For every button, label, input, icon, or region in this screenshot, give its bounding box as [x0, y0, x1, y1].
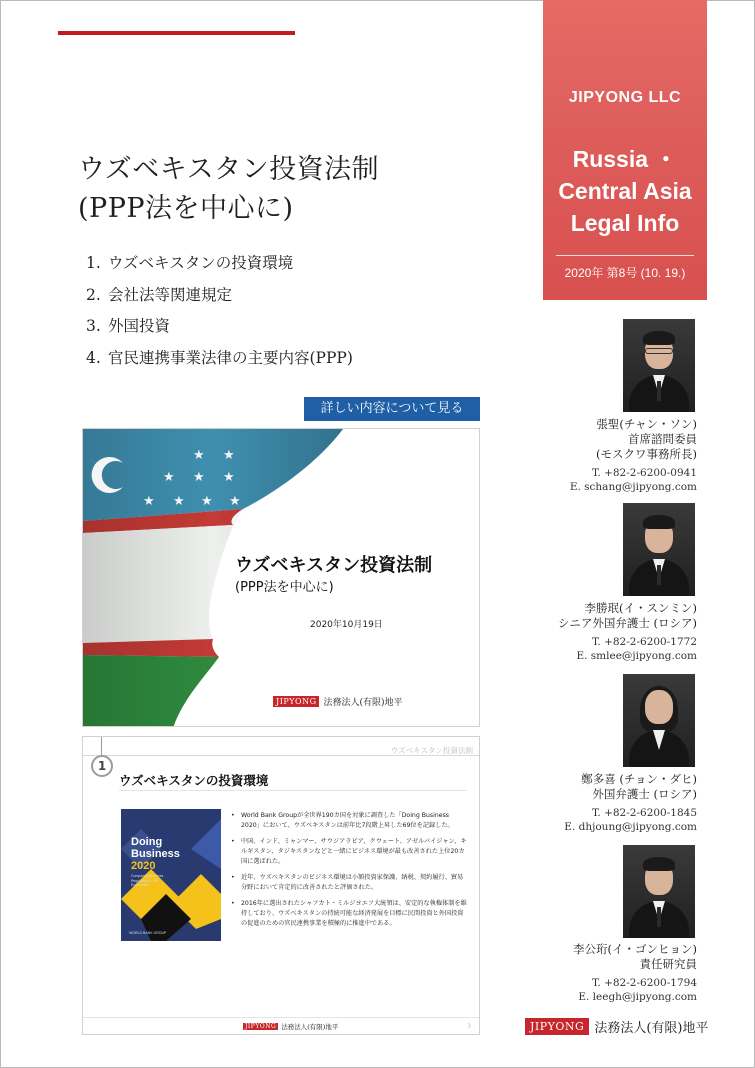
slide-page-number: 3: [467, 1023, 471, 1030]
portrait-hair: [643, 331, 675, 345]
svg-text:★: ★: [229, 494, 241, 509]
svg-text:★: ★: [173, 494, 185, 509]
banner-title-line: Russia ・: [572, 146, 678, 172]
contact-phone[interactable]: T. +82-2-6200-1845: [591, 807, 697, 819]
toc-item[interactable]: [86, 280, 353, 312]
contact-photo-lee: [623, 503, 695, 596]
book-subtitle: Comparing Business Regulation in 190 Economies: [131, 874, 164, 887]
slide-tag: ウズベキスタン投資法制: [390, 746, 473, 755]
doing-business-cover-image: [121, 809, 221, 941]
footer-logo: [525, 1017, 709, 1036]
newsletter-banner: [543, 0, 707, 300]
jipyong-logo-mark: JIPYONG: [245, 1023, 277, 1030]
book-title-line: Business: [131, 848, 180, 860]
portrait-hair: [643, 857, 675, 871]
title-line-2: (PPP法を中心に): [78, 193, 294, 224]
slide-bullet-list: [231, 811, 467, 935]
banner-title-line: Legal Info: [570, 210, 680, 236]
slide-investment-environment-thumbnail[interactable]: [82, 736, 480, 1035]
toc-label: 会社法等関連規定: [108, 285, 233, 304]
banner-divider: [556, 255, 694, 256]
slide-heading-divider: [119, 790, 467, 791]
contact-email[interactable]: E. smlee@jipyong.com: [576, 650, 697, 662]
toc-item[interactable]: [86, 311, 353, 343]
jipyong-logo-text: 法務法人(有限)地平: [594, 1021, 709, 1036]
contact-name: 李公珩(イ・ゴンヒョン): [573, 942, 697, 956]
contact-role: シニア外国弁護士 (ロシア): [557, 616, 697, 630]
table-of-contents: [86, 248, 353, 374]
portrait-hair: [643, 515, 675, 529]
book-year: 2020: [131, 860, 156, 872]
portrait-head: [645, 690, 673, 724]
contact-photo-leegh: [623, 845, 695, 938]
toc-label: 官民連携事業法律の主要内容(PPP): [108, 348, 353, 367]
portrait-tie: [657, 381, 661, 401]
slide-footer-logo: [243, 1022, 338, 1031]
document-title: [78, 150, 379, 228]
contact-name: 李勝珉(イ・スンミン): [584, 601, 697, 615]
contact-email[interactable]: E. leegh@jipyong.com: [578, 991, 697, 1003]
slide-vertical-line: [101, 737, 102, 755]
contact-role: (モスクワ事務所長): [596, 447, 697, 461]
banner-issue: 2020年 第8号 (10. 19.): [564, 266, 686, 280]
jipyong-logo-text: 法務法人(有限)地平: [281, 1023, 339, 1031]
svg-text:★: ★: [193, 448, 205, 463]
portrait-tie: [657, 565, 661, 585]
contact-name: 張聖(チャン・ソン): [596, 417, 697, 431]
toc-label: 外国投資: [108, 317, 171, 335]
contact-phone[interactable]: T. +82-2-6200-1772: [591, 636, 697, 648]
slide-date: 2020年10月19日: [310, 620, 383, 630]
book-publisher: WORLD BANK GROUP: [129, 931, 167, 935]
slide-cover-thumbnail[interactable]: [82, 428, 480, 727]
portrait-glasses: [645, 348, 673, 354]
toc-label: ウズベキスタンの投資環境: [108, 254, 294, 272]
slide-heading: ウズベキスタンの投資環境: [119, 773, 269, 788]
jipyong-logo-text: 法務法人(有限)地平: [323, 698, 403, 708]
banner-title: [543, 143, 707, 239]
svg-text:★: ★: [223, 448, 235, 463]
book-title-line: Doing: [131, 836, 163, 848]
bullet-item: • 近年、ウズベキスタンのビジネス環境は小額投資家保護、納税、契約履行、貿易分野において肯定的に改善されたと評価された。: [231, 873, 467, 893]
contact-role: 外国弁護士 (ロシア): [592, 787, 697, 801]
toc-item[interactable]: [86, 248, 353, 280]
book-title: [131, 836, 180, 872]
svg-text:★: ★: [201, 494, 213, 509]
svg-text:★: ★: [143, 494, 155, 509]
contact-card: [564, 772, 697, 834]
contact-photo-chang: [623, 319, 695, 412]
jipyong-logo-mark: JIPYONG: [273, 696, 319, 707]
title-line-1: ウズベキスタン投資法制: [78, 154, 380, 185]
svg-text:★: ★: [163, 470, 175, 485]
slide-title: ウズベキスタン投資法制: [235, 555, 433, 576]
slide-subtitle: (PPP法を中心に): [235, 580, 334, 595]
banner-title-line: Central Asia: [558, 178, 692, 204]
bullet-item: • World Bank Groupが全世界190カ国を対象に調査した「Doing Business 2020」において、ウズベキスタンは前年比7段階上昇した69位を記録した。: [231, 811, 467, 831]
toc-item[interactable]: [86, 343, 353, 375]
bullet-item: • 中国、インド、ミャンマー、サウジアラビア、クウェート、アゼルバイジャン、キルギスタン、タジキスタンなどと一緒にビジネス環境が最も改善された上位20カ国に選ばれた。: [231, 837, 467, 867]
contact-role: 責任研究員: [639, 957, 697, 971]
section-number-badge: 1: [91, 755, 113, 777]
jipyong-logo-mark: JIPYONG: [525, 1018, 589, 1035]
toc-number: 4.: [86, 348, 101, 367]
contact-role: 首席諮問委員: [628, 432, 697, 446]
view-details-button[interactable]: 詳しい内容について見る: [304, 397, 480, 421]
contact-card: [573, 942, 697, 1004]
svg-text:★: ★: [223, 470, 235, 485]
toc-number: 1.: [86, 254, 101, 272]
contact-phone[interactable]: T. +82-2-6200-0941: [591, 467, 697, 479]
contact-phone[interactable]: T. +82-2-6200-1794: [591, 977, 697, 989]
portrait-tie: [657, 907, 661, 927]
slide-logo: [273, 695, 403, 708]
contact-email[interactable]: E. dhjoung@jipyong.com: [564, 821, 697, 833]
banner-firm-name: JIPYONG LLC: [568, 89, 682, 106]
toc-number: 3.: [86, 317, 101, 335]
contact-card: [570, 417, 697, 494]
slide-footer-line: [83, 1017, 480, 1018]
contact-email[interactable]: E. schang@jipyong.com: [569, 481, 697, 493]
svg-text:★: ★: [193, 470, 205, 485]
toc-number: 2.: [86, 285, 101, 304]
accent-rule: [58, 31, 295, 35]
bullet-item: • 2016年に選出されたシャフカト・ミルジヨエフ大統領は、安定的な執権体制を維持しており、ウズベキスタンの持続可能な経済発展を目標に民間投資と外国投資の促進のための官民連携事業を積極的に推進中である。: [231, 899, 467, 929]
contact-name: 鄭多喜 (チョン・ダヒ): [581, 772, 697, 786]
contact-photo-joung: [623, 674, 695, 767]
contact-card: [558, 601, 697, 663]
